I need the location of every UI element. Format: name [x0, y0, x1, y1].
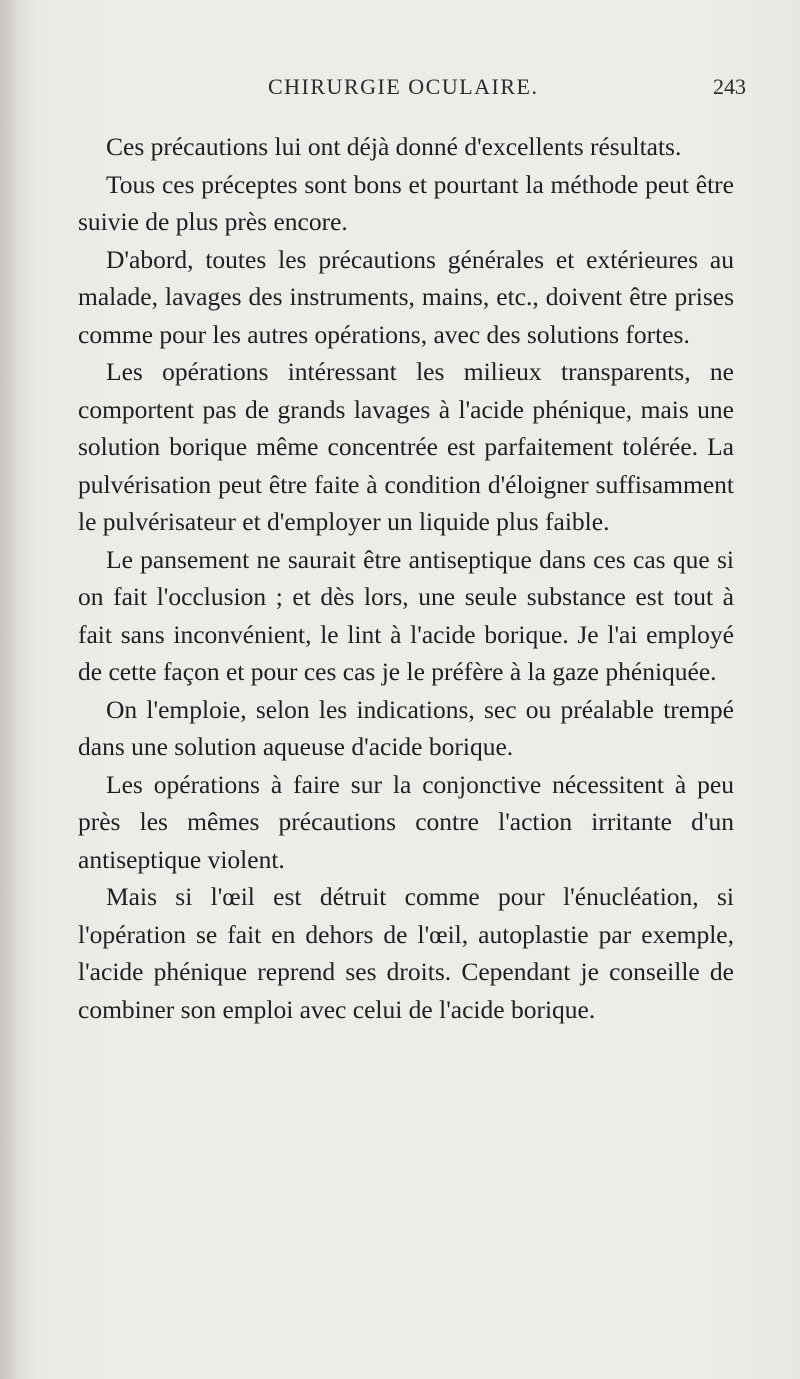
paragraph: Les opérations intéressant les milieux transparents, ne comportent pas de grands lavages à l'acide phénique, mais une solution borique même concentrée est parfaitement tolérée. La pulvérisation peut être faite à condition d'éloigner suffisamment le pulvérisateur et d'employer un liquide plus faible. — [78, 357, 734, 536]
page-number: 243 — [713, 74, 746, 99]
paragraph: On l'emploie, selon les indications, sec ou préalable trempé dans une solution aqueuse d'acide borique. — [78, 694, 734, 761]
body-text — [78, 128, 734, 1028]
paragraph: Les opérations à faire sur la conjonctive nécessitent à peu près les mêmes précautions contre l'action irritante d'un antiseptique violent. — [78, 769, 734, 874]
page-header — [0, 74, 800, 104]
paragraph: Le pansement ne saurait être antiseptique dans ces cas que si on fait l'occlusion ; et dès lors, une seule substance est tout à fait sans inconvénient, le lint à l'acide borique. Je l'ai employé de cette façon et pour ces cas je le préfère à la gaze phéniquée. — [78, 544, 734, 686]
paragraph: D'abord, toutes les précautions générales et extérieures au malade, lavages des instruments, mains, etc., doivent être prises comme pour les autres opérations, avec des solutions fortes. — [78, 244, 734, 349]
paragraph: Mais si l'œil est détruit comme pour l'énucléation, si l'opération se fait en dehors de l'œil, autoplastie par exemple, l'acide phénique reprend ses droits. Cependant je conseille de combiner son emploi avec celui de l'acide borique. — [78, 882, 734, 1024]
gutter-shadow — [0, 0, 26, 1379]
running-head: CHIRURGIE OCULAIRE. — [268, 74, 539, 99]
paragraph: Tous ces préceptes sont bons et pourtant la méthode peut être suivie de plus près encore. — [78, 169, 734, 236]
paragraph: Ces précautions lui ont déjà donné d'excellents résultats. — [106, 132, 682, 161]
